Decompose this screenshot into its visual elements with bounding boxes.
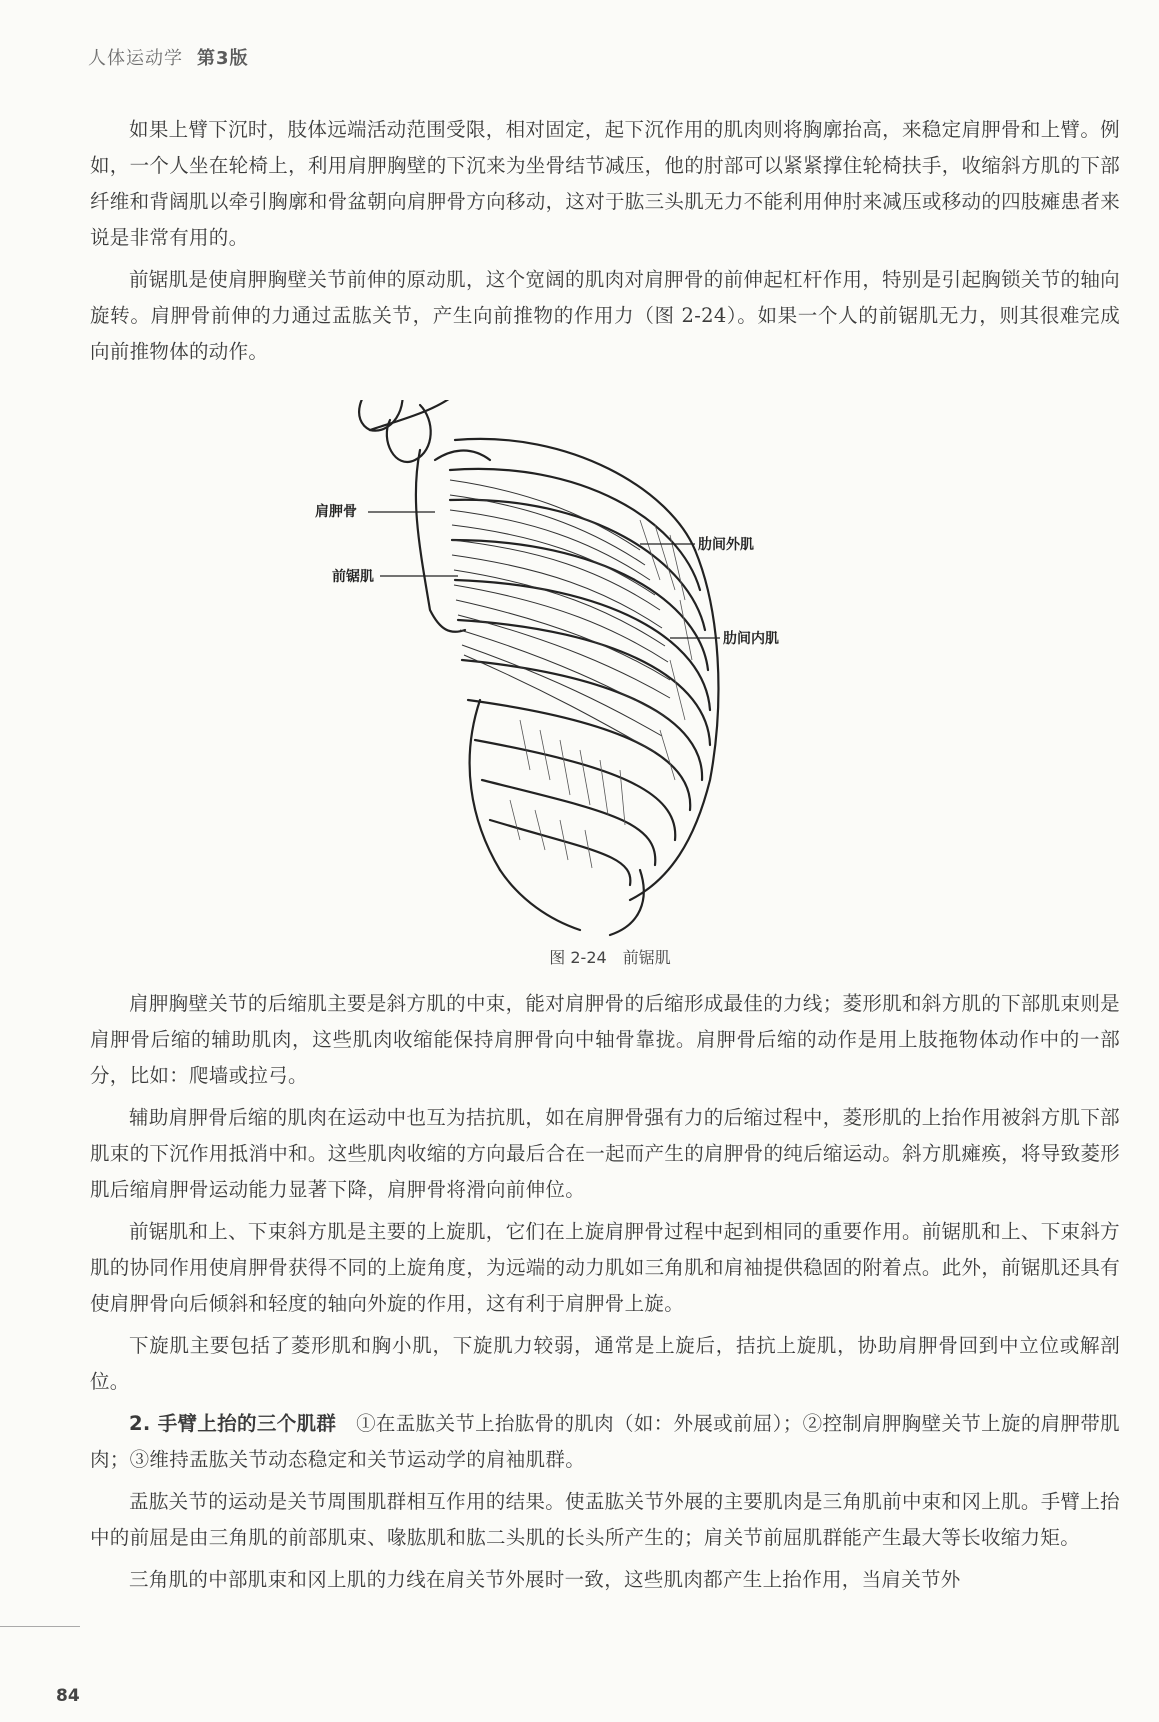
page-number: 84 [56, 1686, 80, 1706]
text-block-top [90, 112, 1120, 376]
book-title: 人体运动学 [88, 48, 183, 69]
paragraph: 三角肌的中部肌束和冈上肌的力线在肩关节外展时一致，这些肌肉都产生上抬作用，当肩关节外 [129, 1568, 961, 1591]
section-heading: 2. 手臂上抬的三个肌群 [129, 1412, 337, 1435]
rib-cage-illustration [340, 400, 880, 940]
paragraph: 肩胛胸壁关节的后缩肌主要是斜方肌的中束，能对肩胛骨的后缩形成最佳的力线；菱形肌和斜方肌的下部肌束则是肩胛骨后缩的辅助肌肉，这些肌肉收缩能保持肩胛骨向中轴骨靠拢。肩胛骨后缩的动作是用上肢拖物体动作中的一部分，比如：爬墙或拉弓。 [90, 992, 1120, 1087]
figure-serratus-anterior [315, 400, 880, 967]
label-serratus-anterior: 前锯肌 [332, 569, 374, 585]
label-internal-intercostal: 肋间内肌 [723, 631, 779, 647]
caption-title: 前锯肌 [622, 948, 671, 967]
label-external-intercostal: 肋间外肌 [698, 537, 754, 553]
paragraph: 下旋肌主要包括了菱形肌和胸小肌，下旋肌力较弱，通常是上旋后，拮抗上旋肌，协助肩胛骨回到中立位或解剖位。 [90, 1334, 1120, 1393]
paragraph: 前锯肌是使肩胛胸壁关节前伸的原动肌，这个宽阔的肌肉对肩胛骨的前伸起杠杆作用，特别是引起胸锁关节的轴向旋转。肩胛骨前伸的力通过盂肱关节，产生向前推物的作用力（图 2-24）。如果一个人的前锯肌无力，则其很难完成向前推物体的动作。 [90, 268, 1120, 363]
caption-number: 图 2-24 [549, 948, 607, 967]
section-body: ①在盂肱关节上抬肱骨的肌肉（如：外展或前屈）；②控制肩胛胸壁关节上旋的肩胛带肌肉；③维持盂肱关节动态稳定和关节运动学的肩袖肌群。 [90, 1412, 1120, 1471]
figure-caption [340, 945, 880, 968]
running-header [88, 44, 249, 70]
footer-rule [0, 1626, 80, 1627]
edition-label: 第3版 [197, 48, 249, 69]
paragraph: 辅助肩胛骨后缩的肌肉在运动中也互为拮抗肌，如在肩胛骨强有力的后缩过程中，菱形肌的上抬作用被斜方肌下部肌束的下沉作用抵消中和。这些肌肉收缩的方向最后合在一起而产生的肩胛骨的纯后缩运动。斜方肌瘫痪，将导致菱形肌后缩肩胛骨运动能力显著下降，肩胛骨将滑向前伸位。 [90, 1106, 1120, 1201]
paragraph: 盂肱关节的运动是关节周围肌群相互作用的结果。使盂肱关节外展的主要肌肉是三角肌前中束和冈上肌。手臂上抬中的前屈是由三角肌的前部肌束、喙肱肌和肱二头肌的长头所产生的；肩关节前屈肌群能产生最大等长收缩力矩。 [90, 1490, 1120, 1549]
paragraph: 如果上臂下沉时，肢体远端活动范围受限，相对固定，起下沉作用的肌肉则将胸廓抬高，来稳定肩胛骨和上臂。例如，一个人坐在轮椅上，利用肩胛胸壁的下沉来为坐骨结节减压，他的肘部可以紧紧撑住轮椅扶手，收缩斜方肌的下部纤维和背阔肌以牵引胸廓和骨盆朝向肩胛骨方向移动，这对于肱三头肌无力不能利用伸肘来减压或移动的四肢瘫患者来说是非常有用的。 [90, 118, 1120, 249]
section-paragraph [90, 1406, 1120, 1478]
label-scapula: 肩胛骨 [315, 504, 357, 520]
paragraph: 前锯肌和上、下束斜方肌是主要的上旋肌，它们在上旋肩胛骨过程中起到相同的重要作用。前锯肌和上、下束斜方肌的协同作用使肩胛骨获得不同的上旋角度，为远端的动力肌如三角肌和肩袖提供稳固的附着点。此外，前锯肌还具有使肩胛骨向后倾斜和轻度的轴向外旋的作用，这有利于肩胛骨上旋。 [90, 1220, 1120, 1315]
text-block-bottom [90, 986, 1120, 1604]
